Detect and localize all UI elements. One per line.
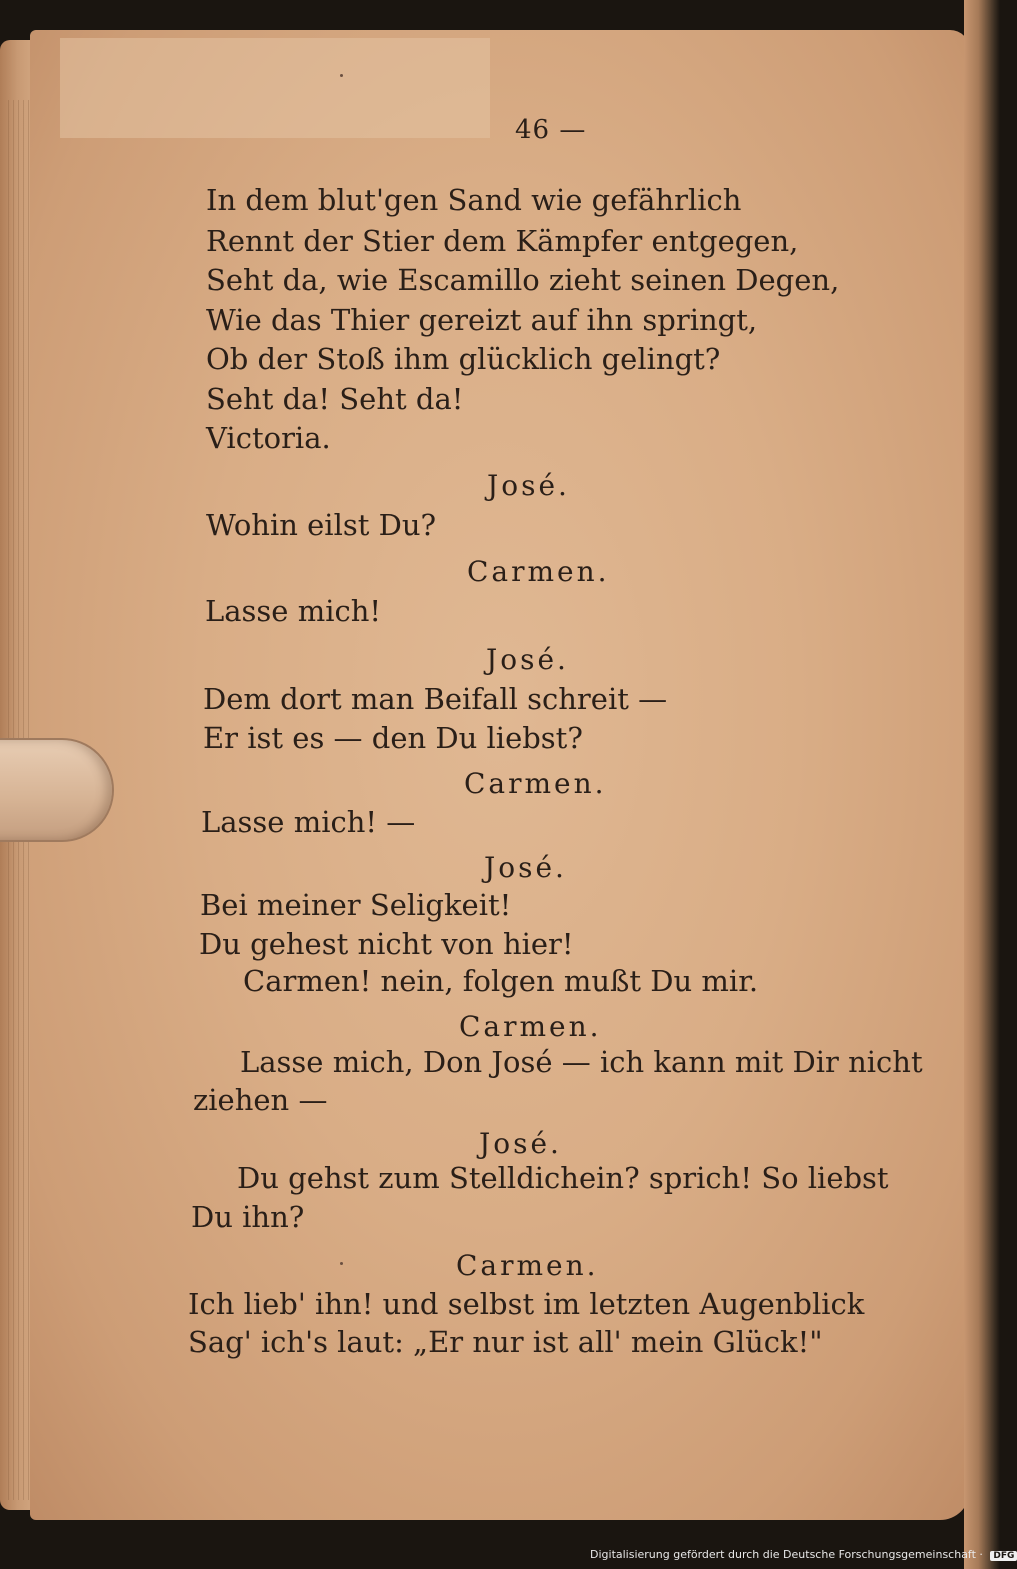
speaker-name: José. [486,643,569,676]
dialogue-line: Sag' ich's laut: „Er nur ist all' mein Glück!" [188,1325,823,1359]
dfg-logo: DFG [990,1551,1017,1561]
verse-line: Wie das Thier gereizt auf ihn springt, [206,303,758,337]
verse-line: Seht da, wie Escamillo zieht seinen Degen, [206,263,840,297]
dialogue-line: Ich lieb' ihn! und selbst im letzten Augenblick [188,1287,865,1321]
dialogue-line: Lasse mich! — [201,805,416,839]
dialogue-line: ziehen — [193,1083,328,1117]
speaker-name: José. [484,851,567,884]
dialogue-line: Du gehest nicht von hier! [199,927,574,961]
dialogue-line: Carmen! nein, folgen mußt Du mir. [243,964,759,998]
speaker-name: Carmen. [456,1249,599,1282]
dialogue-line: Bei meiner Seligkeit! [200,888,512,922]
verse-line: In dem blut'gen Sand wie gefährlich [206,183,742,217]
footer-text: Digitalisierung gefördert durch die Deutsche Forschungsgemeinschaft · [590,1548,983,1561]
dialogue-line: Lasse mich, Don José — ich kann mit Dir nicht [240,1045,923,1079]
speaker-name: José. [487,469,570,502]
dialogue-line: Dem dort man Beifall schreit — [203,682,668,716]
paper-speck [340,74,343,77]
dialogue-line: Er ist es — den Du liebst? [203,721,583,755]
dialogue-line: Du ihn? [191,1200,305,1234]
verse-line: Seht da! Seht da! [206,382,464,416]
speaker-name: José. [479,1127,562,1160]
verse-line: Victoria. [206,421,331,455]
speaker-name: Carmen. [464,767,607,800]
dialogue-line: Wohin eilst Du? [206,508,437,542]
page-number: 46 — [515,115,587,145]
dialogue-line: Du gehst zum Stelldichein? sprich! So liebst [237,1161,889,1195]
verse-line: Rennt der Stier dem Kämpfer entgegen, [206,224,799,258]
paper-speck [340,1262,343,1265]
dialogue-line: Lasse mich! [205,594,382,628]
verse-line: Ob der Stoß ihm glücklich gelingt? [206,342,721,376]
digitization-credit [590,1548,1015,1566]
speaker-name: Carmen. [459,1010,602,1043]
speaker-name: Carmen. [467,555,610,588]
